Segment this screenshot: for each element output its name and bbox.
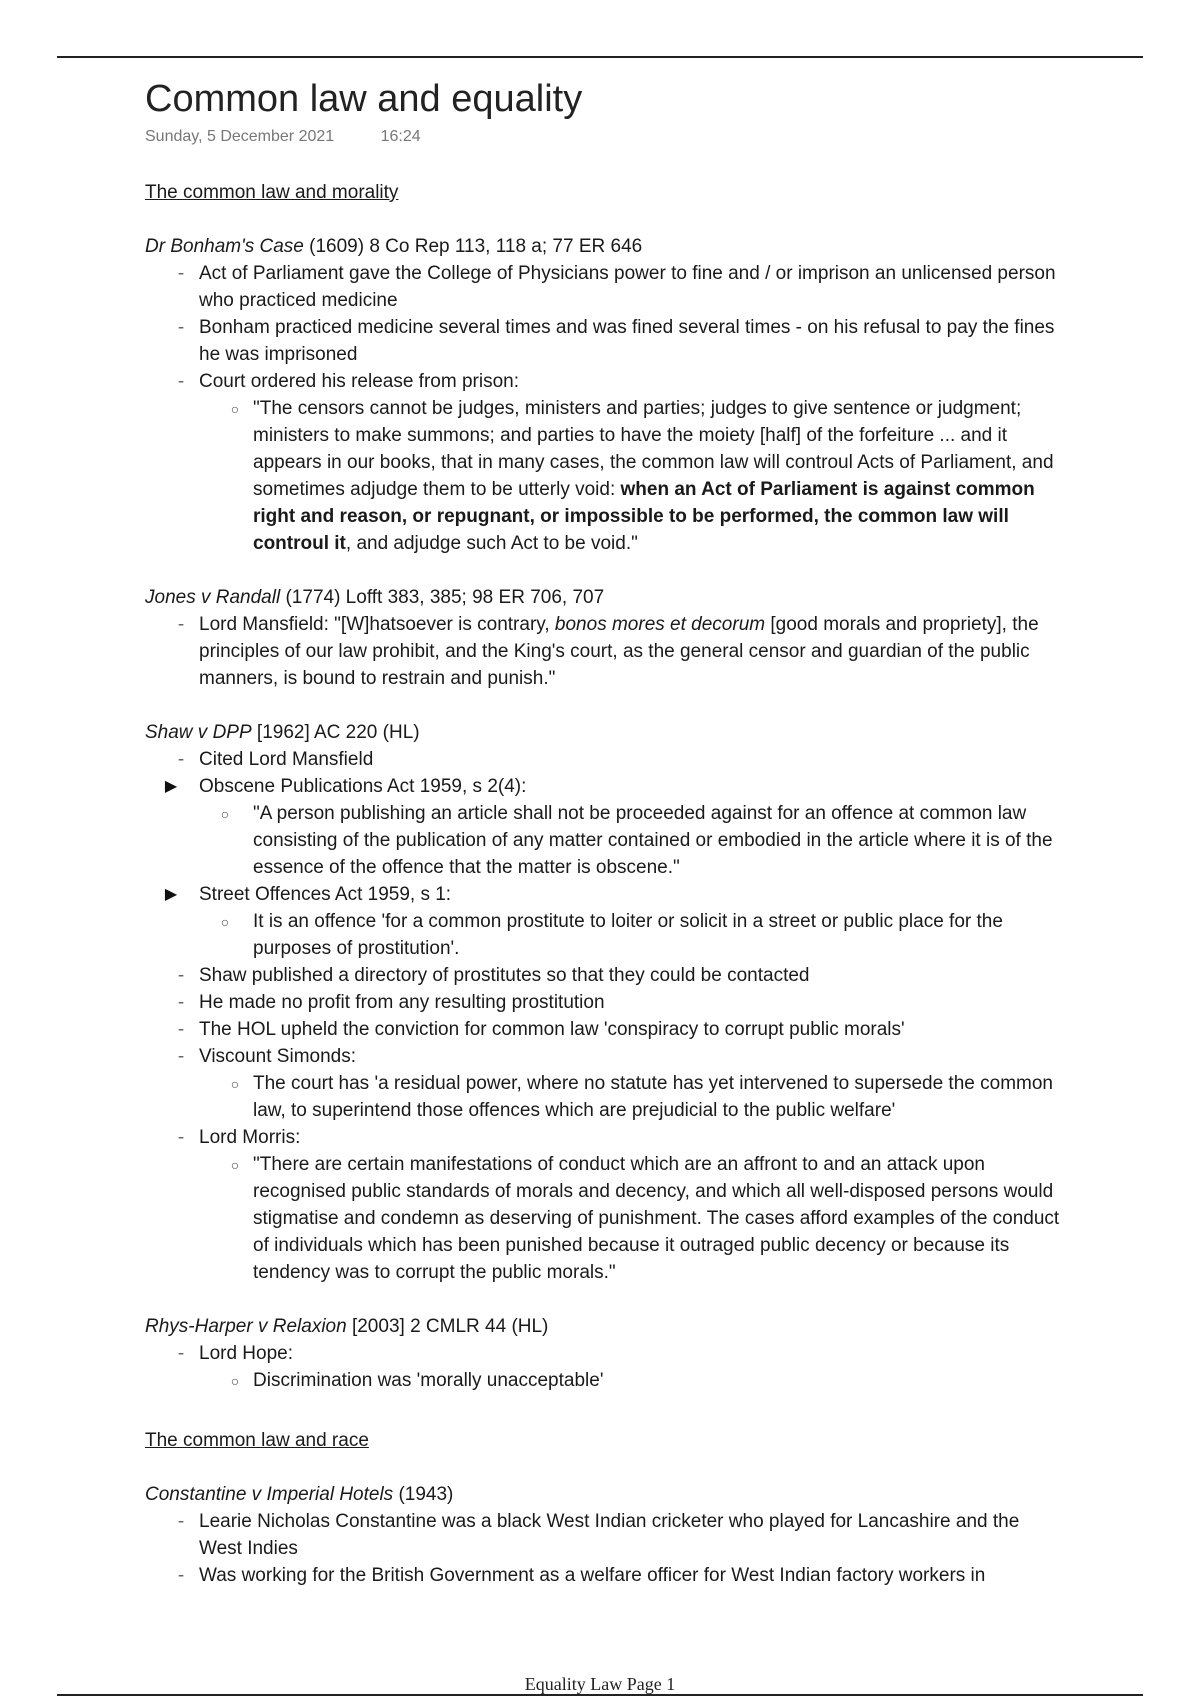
- case-citation: [1962] AC 220 (HL): [251, 722, 420, 743]
- circle-bullet-icon: ○: [230, 1373, 240, 1389]
- case-citation: (1943): [393, 1484, 454, 1505]
- dash-bullet-icon: -: [177, 965, 185, 986]
- case-name: Dr Bonham's Case: [145, 236, 304, 257]
- case-heading-rhys: [145, 1314, 1065, 1340]
- circle-bullet-icon: ○: [230, 1157, 240, 1173]
- list-item: ○ "There are certain manifestations of conduct which are an affront to and an attack upon recognised public standards of morals and decency, and which all well-disposed persons would stigmatise and condemn as deserving of punishment. The cases afford examples of the conduct of individuals which has been punished because it outraged public decency or because its tendency was to corrupt the public morals.": [253, 1151, 1065, 1286]
- case-name: Constantine v Imperial Hotels: [145, 1484, 394, 1505]
- bonham-bullets: [145, 260, 1065, 557]
- dash-bullet-icon: -: [177, 1511, 185, 1532]
- page-title: Common law and equality: [145, 78, 583, 120]
- case-name: Rhys-Harper v Relaxion: [145, 1316, 347, 1337]
- dash-bullet-icon: -: [177, 1565, 185, 1586]
- dash-bullet-icon: -: [177, 371, 185, 392]
- page-time: 16:24: [380, 128, 421, 145]
- list-item: ○ The court has 'a residual power, where no statute has yet intervened to supersede the common law, to superintend those offences which are prejudicial to the public welfare': [253, 1070, 1065, 1124]
- case-citation: (1609) 8 Co Rep 113, 118 a; 77 ER 646: [303, 236, 643, 257]
- sub-list: [199, 1070, 1065, 1124]
- list-item: - Lord Hope: ○ Discrimination was 'morally unacceptable': [199, 1340, 1065, 1394]
- dash-bullet-icon: -: [177, 1046, 185, 1067]
- dash-bullet-icon: -: [177, 749, 185, 770]
- sub-list: [199, 800, 1065, 881]
- list-item: - Act of Parliament gave the College of Physicians power to fine and / or imprison an unlicensed person who practiced medicine: [199, 260, 1065, 314]
- case-citation: (1774) Lofft 383, 385; 98 ER 706, 707: [280, 587, 605, 608]
- list-item: - Cited Lord Mansfield: [199, 746, 1065, 773]
- list-item: - Was working for the British Government as a welfare officer for West Indian factory workers in: [199, 1562, 1065, 1589]
- top-rule: [57, 56, 1143, 58]
- jones-bullets: [145, 611, 1065, 692]
- case-citation: [2003] 2 CMLR 44 (HL): [346, 1316, 549, 1337]
- case-name: Jones v Randall: [145, 587, 281, 608]
- list-item: - Lord Morris: ○ "There are certain manifestations of conduct which are an affront to and an attack upon recognised public standards of morals and decency, and which all well-disposed persons would stigmatise and condemn as deserving of punishment. The cases afford examples of the conduct of individuals which has been punished because it outraged public decency or because its tendency was to corrupt the public morals.": [199, 1124, 1065, 1286]
- list-item: - Learie Nicholas Constantine was a black West Indian cricketer who played for Lancashire and the West Indies: [199, 1508, 1065, 1562]
- dash-bullet-icon: -: [177, 1127, 185, 1148]
- list-item: ○ It is an offence 'for a common prostitute to loiter or solicit in a street or public place for the purposes of prostitution'.: [253, 908, 1065, 962]
- case-name: Shaw v DPP: [145, 722, 252, 743]
- list-item: - Bonham practiced medicine several times and was fined several times - on his refusal to pay the fines he was imprisoned: [199, 314, 1065, 368]
- list-item: ▶ Obscene Publications Act 1959, s 2(4): ○ "A person publishing an article shall not be proceeded against for an offence at common law consisting of the publication of any matter contained or embodied in the article where it is of the essence of the offence that the matter is obscene.": [199, 773, 1065, 881]
- circle-bullet-icon: ○: [230, 401, 240, 417]
- list-item: - He made no profit from any resulting prostitution: [199, 989, 1065, 1016]
- constantine-bullets: [145, 1508, 1065, 1589]
- section-heading-morality: The common law and morality: [145, 182, 399, 203]
- dash-bullet-icon: -: [177, 1343, 185, 1364]
- circle-bullet-icon: ○: [220, 914, 230, 930]
- list-item: - Viscount Simonds: ○ The court has 'a residual power, where no statute has yet intervened to supersede the common law, to superintend those offences which are prejudicial to the public welfare': [199, 1043, 1065, 1124]
- circle-bullet-icon: ○: [220, 806, 230, 822]
- page-content: [145, 74, 1065, 1589]
- sub-list: [199, 1367, 1065, 1394]
- case-heading-constantine: [145, 1482, 1065, 1508]
- dash-bullet-icon: -: [177, 614, 185, 635]
- list-item: - Lord Mansfield: "[W]hatsoever is contrary, bonos mores et decorum [good morals and propriety], the principles of our law prohibit, and the King's court, as the general censor and guardian of the public manners, is bound to restrain and punish.": [199, 611, 1065, 692]
- list-item: ▶ Street Offences Act 1959, s 1: ○ It is an offence 'for a common prostitute to loiter or solicit in a street or public place for the purposes of prostitution'.: [199, 881, 1065, 962]
- sub-list: [199, 395, 1065, 557]
- section-heading-race: The common law and race: [145, 1430, 369, 1451]
- dash-bullet-icon: -: [177, 317, 185, 338]
- bottom-rule: [57, 1694, 1143, 1696]
- list-item: ○ "A person publishing an article shall not be proceeded against for an offence at common law consisting of the publication of any matter contained or embodied in the article where it is of the essence of the offence that the matter is obscene.": [253, 800, 1065, 881]
- case-heading-bonham: [145, 234, 1065, 260]
- triangle-bullet-icon: ▶: [164, 886, 178, 903]
- circle-bullet-icon: ○: [230, 1076, 240, 1092]
- case-heading-shaw: [145, 720, 1065, 746]
- list-item: - Court ordered his release from prison: ○ "The censors cannot be judges, ministers and parties; judges to give sentence or judgment; ministers to make summons; and parties to have the moiety [half] of the forfeiture ... and it appears in our books, that in many cases, the common law will controul Acts of Parliament, and sometimes adjudge them to be utterly void: when an Act of Parliament is against common right and reason, or repugnant, or impossible to be performed, the common law will controul it, and adjudge such Act to be void.": [199, 368, 1065, 557]
- dash-bullet-icon: -: [177, 1019, 185, 1040]
- shaw-bullets: [145, 746, 1065, 1286]
- list-item: - The HOL upheld the conviction for common law 'conspiracy to corrupt public morals': [199, 1016, 1065, 1043]
- rhys-bullets: [145, 1340, 1065, 1394]
- list-item: ○ "The censors cannot be judges, ministers and parties; judges to give sentence or judgment; ministers to make summons; and parties to have the moiety [half] of the forfeiture ... and it appears in our books, that in many cases, the common law will controul Acts of Parliament, and sometimes adjudge them to be utterly void: when an Act of Parliament is against common right and reason, or repugnant, or impossible to be performed, the common law will controul it, and adjudge such Act to be void.": [253, 395, 1065, 557]
- page-meta: [145, 128, 1065, 150]
- list-item: - Shaw published a directory of prostitutes so that they could be contacted: [199, 962, 1065, 989]
- dash-bullet-icon: -: [177, 992, 185, 1013]
- case-heading-jones: [145, 585, 1065, 611]
- triangle-bullet-icon: ▶: [164, 778, 178, 795]
- sub-list: [199, 1151, 1065, 1286]
- page-date: Sunday, 5 December 2021: [145, 128, 335, 145]
- dash-bullet-icon: -: [177, 263, 185, 284]
- list-item: ○ Discrimination was 'morally unacceptable': [253, 1367, 1065, 1394]
- page-footer: Equality Law Page 1: [524, 1674, 676, 1694]
- sub-list: [199, 908, 1065, 962]
